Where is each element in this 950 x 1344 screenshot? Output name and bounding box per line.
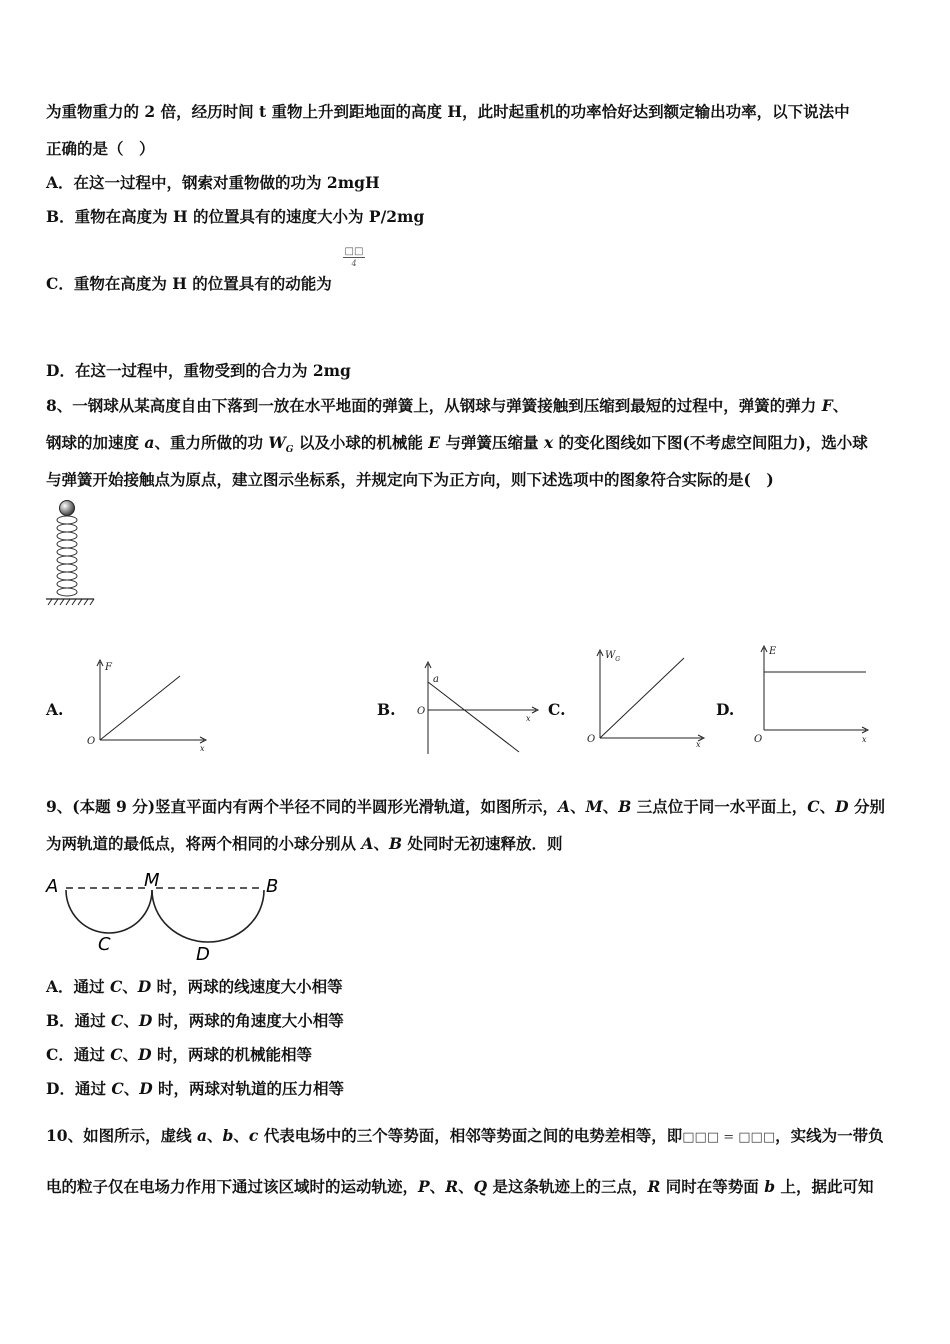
q10-line1 <box>46 1126 884 1148</box>
q8-text: 与弹簧压缩量 <box>440 433 544 452</box>
q9-text: 、 <box>570 797 586 816</box>
opt-text: 、 <box>122 1045 139 1064</box>
origin-label: O <box>754 734 763 745</box>
q8-line3: 与弹簧开始接触点为原点，建立图示坐标系，并规定向下为正方向，则下述选项中的图象符合实际的是( ) <box>46 470 774 489</box>
q9-text: 、 <box>819 797 836 816</box>
var-a: a <box>196 1126 208 1145</box>
semicircle-tracks-figure <box>44 866 294 966</box>
q9-line2 <box>46 834 562 854</box>
q9-option-a <box>46 977 343 997</box>
large-semicircle-track <box>152 890 264 942</box>
q8-line1 <box>46 396 848 416</box>
q9-text: 三点位于同一水平面上， <box>631 797 808 816</box>
opt-text: 时，两球的机械能相等 <box>151 1045 312 1064</box>
q9-option-d <box>46 1079 344 1099</box>
point-P: P <box>418 1177 430 1196</box>
graph-c-gravity-work <box>584 646 714 756</box>
q9-option-b <box>46 1011 344 1031</box>
potential-formula: □□□ = □□□ <box>682 1130 776 1145</box>
origin-label: O <box>587 734 596 745</box>
q9-text: 、 <box>373 834 389 853</box>
q7-option-c: C．重物在高度为 H 的位置具有的动能为 <box>46 274 332 293</box>
q8-text: 钢球的加速度 <box>46 433 145 452</box>
q9-text: 为两轨道的最低点，将两个相同的小球分别从 <box>46 834 362 853</box>
q8-option-a-label: A. <box>46 700 64 719</box>
q7-line2: 正确的是（ ） <box>46 139 155 158</box>
y-axis-label: F <box>105 662 112 673</box>
point-D: D <box>138 1045 152 1064</box>
point-D: D <box>138 1011 153 1030</box>
x-axis-label: x <box>862 735 867 744</box>
point-D: D <box>137 977 152 996</box>
point-Q: Q <box>473 1177 488 1196</box>
var-E: E <box>428 433 441 452</box>
origin-label: O <box>87 736 96 747</box>
q9-option-c <box>46 1045 312 1065</box>
opt-text: 、 <box>123 1011 139 1030</box>
opt-text: 、 <box>122 977 138 996</box>
q8-text: 8、一钢球从某高度自由下落到一放在水平地面的弹簧上，从钢球与弹簧接触到压缩到最短的过程中，弹簧的弹力 <box>46 396 822 415</box>
point-A: A <box>558 797 571 816</box>
q10-text: 同时在等势面 <box>660 1177 765 1196</box>
fraction-denominator: 4 <box>351 259 357 268</box>
y-axis-label: E <box>769 646 777 657</box>
point-R: R <box>445 1177 459 1196</box>
q10-text: 上，据此可知 <box>775 1177 874 1196</box>
q8-text: 的变化图线如下图(不考虑空间阻力)，选小球 <box>553 433 868 452</box>
point-D: D <box>139 1079 153 1098</box>
var-b: b <box>764 1177 776 1196</box>
q8-option-c-label: C. <box>548 700 566 719</box>
var-W: W <box>268 433 286 452</box>
point-C: C <box>807 797 820 816</box>
point-B: B <box>618 797 632 816</box>
fig-label-D: D <box>196 944 210 965</box>
graph-b-acceleration <box>412 660 542 760</box>
opt-text: 时，两球的线速度大小相等 <box>151 977 343 996</box>
point-R: R <box>647 1177 661 1196</box>
fig-label-A: A <box>46 876 59 897</box>
small-semicircle-track <box>66 890 152 933</box>
q7-line1: 为重物重力的 2 倍，经历时间 t 重物上升到距地面的高度 H，此时起重机的功率恰好达到额定输出功率，以下说法中 <box>46 102 850 121</box>
x-axis-label: x <box>696 740 701 749</box>
q10-text: 代表电场中的三个等势面，相邻等势面之间的电势差相等，即 <box>258 1126 683 1145</box>
point-C: C <box>111 1079 124 1098</box>
opt-text: C．通过 <box>46 1045 111 1064</box>
q9-text: 处同时无初速释放．则 <box>402 834 563 853</box>
origin-label: O <box>417 706 426 717</box>
opt-text: B．通过 <box>46 1011 111 1030</box>
q10-text: 10、如图所示，虚线 <box>46 1126 197 1145</box>
q9-text: 9、(本题 9 分)竖直平面内有两个半径不同的半圆形光滑轨道，如图所示， <box>46 797 559 816</box>
q9-line1 <box>46 797 885 817</box>
opt-text: 时，两球的角速度大小相等 <box>152 1011 344 1030</box>
var-a: a <box>144 433 155 452</box>
graph-line <box>100 676 180 740</box>
q9-text: 、 <box>602 797 619 816</box>
point-A: A <box>361 834 374 853</box>
q7-option-a: A．在这一过程中，钢索对重物做的功为 2mgH <box>46 173 380 192</box>
point-D: D <box>835 797 849 816</box>
q10-text: 、 <box>207 1126 223 1145</box>
q7-option-c-fraction <box>343 246 365 269</box>
y-axis-label <box>605 650 620 663</box>
opt-text: A．通过 <box>46 977 110 996</box>
point-B: B <box>388 834 403 853</box>
var-b: b <box>222 1126 234 1145</box>
opt-text: 、 <box>123 1079 140 1098</box>
q8-option-b-label: B. <box>377 700 396 719</box>
fig-label-B: B <box>266 876 279 897</box>
q10-text: 是这条轨迹上的三点， <box>487 1177 648 1196</box>
q10-text: 、 <box>458 1177 474 1196</box>
q8-line2 <box>46 433 868 460</box>
point-C: C <box>110 1045 123 1064</box>
steel-ball <box>60 501 75 516</box>
q8-text: 以及小球的机械能 <box>293 433 429 452</box>
var-W-subscript: G <box>285 445 294 456</box>
point-C: C <box>109 977 123 996</box>
opt-text: D．通过 <box>46 1079 112 1098</box>
var-x: x <box>543 433 554 452</box>
q8-option-d-label: D. <box>716 700 735 719</box>
x-axis-label: x <box>200 744 205 753</box>
y-axis-label-main: W <box>605 650 616 661</box>
q8-text: 、 <box>832 396 849 415</box>
fig-label-M: M <box>144 870 160 891</box>
point-C: C <box>111 1011 124 1030</box>
q8-text: 、重力所做的功 <box>154 433 269 452</box>
q9-text: 分别 <box>848 797 886 816</box>
point-M: M <box>585 797 603 816</box>
graph-line <box>600 658 684 738</box>
x-axis-label: x <box>526 714 531 723</box>
y-axis-label: a <box>433 674 439 685</box>
q10-line2 <box>46 1177 873 1197</box>
opt-text: 时，两球对轨道的压力相等 <box>152 1079 345 1098</box>
q10-text: ，实线为一带负 <box>775 1126 884 1145</box>
q10-text: 、 <box>429 1177 446 1196</box>
y-axis-label-sub: G <box>615 656 621 663</box>
var-F: F <box>821 396 833 415</box>
graph-d-mechanical-energy <box>752 642 882 752</box>
spring-ball-figure <box>44 498 96 608</box>
fraction-numerator: □□ <box>344 246 364 257</box>
q7-option-d: D．在这一过程中，重物受到的合力为 2mg <box>46 361 351 380</box>
ground-hatch <box>48 599 94 605</box>
graph-a-force <box>84 656 214 756</box>
var-c: c <box>248 1126 259 1145</box>
graph-line <box>428 682 519 752</box>
q7-option-b: B．重物在高度为 H 的位置具有的速度大小为 P/2mg <box>46 207 425 226</box>
spring <box>57 516 77 596</box>
q10-text: 电的粒子仅在电场力作用下通过该区域时的运动轨迹， <box>46 1177 419 1196</box>
q10-text: 、 <box>233 1126 249 1145</box>
fig-label-C: C <box>98 934 111 955</box>
